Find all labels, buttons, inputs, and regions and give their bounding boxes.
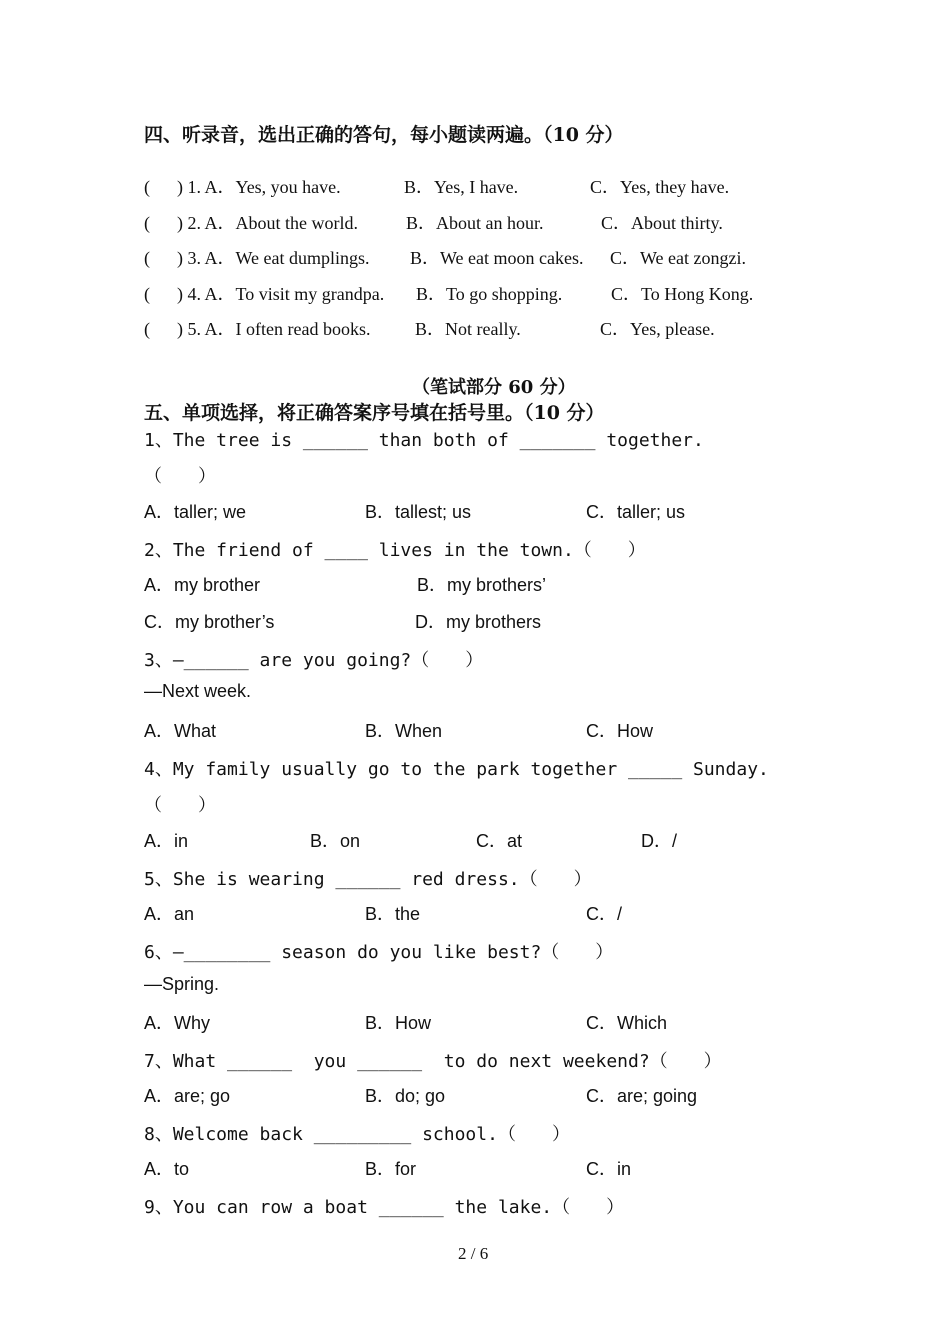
q5-option-b: B．the (365, 904, 421, 924)
q3-option-a: A．What (144, 721, 217, 741)
written-part-title: （笔试部分 60 分） (412, 377, 576, 398)
q4-option-d: D．/ (641, 831, 677, 851)
listening-item-2-c: C．About thirty. (601, 213, 723, 233)
listening-item-1-c: C．Yes, they have. (590, 177, 730, 197)
question-4-paren: （ ） (144, 795, 216, 816)
question-7: 7、What ______ you ______ to do next weekend?（ ） (144, 1051, 722, 1072)
q6-answer: —Spring. (144, 974, 220, 994)
q3-answer: —Next week. (144, 681, 252, 701)
q7-option-a: A．are; go (144, 1086, 231, 1106)
q4-option-a: A．in (144, 831, 189, 851)
q6-option-b: B．How (365, 1013, 432, 1033)
listening-item-3-c: C．We eat zongzi. (610, 248, 747, 268)
listening-item-2-a: ( ) 2. A．About the world. (144, 213, 358, 233)
listening-item-2-b: B．About an hour. (406, 213, 544, 233)
listening-item-1-a: ( ) 1. A．Yes, you have. (144, 177, 341, 197)
listening-item-4-c: C．To Hong Kong. (611, 284, 754, 304)
q6-option-c: C．Which (586, 1013, 668, 1033)
q1-option-a: A．taller; we (144, 502, 247, 522)
q7-option-c: C．are; going (586, 1086, 698, 1106)
listening-item-1-b: B．Yes, I have. (404, 177, 519, 197)
section4-heading: 四、听录音，选出正确的答句，每小题读两遍。（10 分） (144, 124, 624, 146)
q5-option-c: C．/ (586, 904, 622, 924)
q8-option-a: A．to (144, 1159, 190, 1179)
q7-option-b: B．do; go (365, 1086, 446, 1106)
question-5: 5、She is wearing ______ red dress.（ ） (144, 869, 592, 890)
q2-option-a: A．my brother (144, 575, 261, 595)
q3-option-b: B．When (365, 721, 443, 741)
q1-option-b: B．tallest; us (365, 502, 472, 522)
q4-option-c: C．at (476, 831, 523, 851)
page-number: 2 / 6 (458, 1244, 489, 1263)
q4-option-b: B．on (310, 831, 361, 851)
q5-option-a: A．an (144, 904, 195, 924)
listening-item-5-b: B．Not really. (415, 319, 521, 339)
listening-item-3-b: B．We eat moon cakes. (410, 248, 584, 268)
q6-option-a: A．Why (144, 1013, 211, 1033)
q8-option-c: C．in (586, 1159, 632, 1179)
section5-heading: 五、单项选择，将正确答案序号填在括号里。（10 分） (144, 402, 605, 424)
listening-item-5-c: C．Yes, please. (600, 319, 715, 339)
question-9: 9、You can row a boat ______ the lake.（ ） (144, 1197, 625, 1218)
question-1-paren: （ ） (144, 466, 216, 487)
question-4: 4、My family usually go to the park together _____ Sunday. (144, 759, 769, 780)
question-8: 8、Welcome back _________ school.（ ） (144, 1124, 570, 1145)
listening-item-4-a: ( ) 4. A．To visit my grandpa. (144, 284, 385, 304)
question-3: 3、—______ are you going?（ ） (144, 650, 484, 671)
q1-option-c: C．taller; us (586, 502, 686, 522)
q3-option-c: C．How (586, 721, 654, 741)
q2-option-c: C．my brother’s (144, 612, 275, 632)
q2-option-d: D．my brothers (415, 612, 542, 632)
question-1: 1、The tree is ______ than both of _______ together. (144, 430, 704, 451)
listening-item-4-b: B．To go shopping. (416, 284, 563, 304)
question-6: 6、—________ season do you like best?（ ） (144, 942, 614, 963)
q8-option-b: B．for (365, 1159, 417, 1179)
listening-item-5-a: ( ) 5. A．I often read books. (144, 319, 371, 339)
question-2: 2、The friend of ____ lives in the town.（ ） (144, 540, 646, 561)
q2-option-b: B．my brothers’ (417, 575, 547, 595)
listening-item-3-a: ( ) 3. A．We eat dumplings. (144, 248, 370, 268)
